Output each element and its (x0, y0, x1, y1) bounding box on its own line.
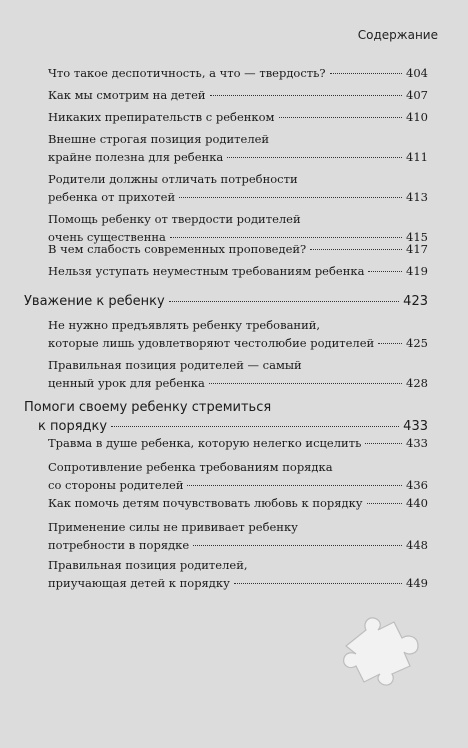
toc-section-title: Уважение к ребенку (24, 294, 165, 309)
dot-leader (310, 249, 402, 250)
puzzle-piece-icon (336, 608, 432, 688)
toc-entry-page: 404 (406, 66, 428, 80)
toc-entry (48, 130, 428, 166)
toc-entry-title-line: Правильная позиция родителей — самый (48, 358, 302, 372)
dot-leader (330, 73, 402, 74)
toc-entry-title: которые лишь удовлетворяют честолюбие родителей (48, 336, 375, 350)
toc-entry-title: со стороны родителей (48, 478, 184, 492)
toc-entry (48, 458, 428, 494)
dot-leader (279, 117, 403, 118)
dot-leader (367, 503, 402, 504)
toc-entry-title-line: Правильная позиция родителей, (48, 558, 248, 572)
toc-entry-title: ценный урок для ребенка (48, 376, 205, 390)
toc-section-title-line: Помоги своему ребенку стремиться (24, 400, 272, 415)
dot-leader (378, 343, 402, 344)
toc-entry (48, 434, 428, 452)
toc-entry-title: крайне полезна для ребенка (48, 150, 224, 164)
dot-leader (111, 426, 399, 427)
toc-entry (48, 316, 428, 352)
toc-entry-page: 428 (406, 376, 428, 390)
toc-entry (48, 356, 428, 392)
toc-entry-title: Никаких препирательств с ребенком (48, 110, 275, 124)
toc-entry-page: 425 (406, 336, 428, 350)
toc-entry-title: очень существенна (48, 230, 166, 244)
toc-entry-title-line: Внешне строгая позиция родителей (48, 132, 270, 146)
toc-entry-page: 433 (406, 436, 428, 450)
toc-entry-title-line: Сопротивление ребенка требованиям порядка (48, 460, 333, 474)
toc-entry-page: 407 (406, 88, 428, 102)
toc-entry-title: Как мы смотрим на детей (48, 88, 206, 102)
toc-section (24, 398, 428, 436)
toc-entry-page: 448 (406, 538, 428, 552)
toc-entry-title-line: Родители должны отличать потребности (48, 172, 298, 186)
toc-entry-page: 419 (406, 264, 428, 278)
dot-leader (169, 301, 400, 302)
toc-section (24, 292, 428, 311)
toc-entry (48, 86, 428, 104)
toc-entry-title: Травма в душе ребенка, которую нелегко исцелить (48, 436, 362, 450)
dot-leader (209, 383, 402, 384)
toc-entry-title: Что такое деспотичность, а что — твердость? (48, 66, 326, 80)
toc-entry-page: 415 (406, 230, 428, 244)
toc-entry-page: 417 (406, 242, 428, 256)
dot-leader (187, 485, 402, 486)
toc-entry-title-line: Применение силы не прививает ребенку (48, 520, 298, 534)
toc-entry-page: 436 (406, 478, 428, 492)
toc-entry-title-line: Не нужно предъявлять ребенку требований, (48, 318, 321, 332)
toc-entry-title-line: Помощь ребенку от твердости родителей (48, 212, 301, 226)
toc-entry-page: 410 (406, 110, 428, 124)
toc-section-page: 433 (403, 419, 428, 434)
toc-entry-title: Нельзя уступать неуместным требованиям ребенка (48, 264, 365, 278)
toc-entry-title: ребенка от прихотей (48, 190, 176, 204)
toc-entry (48, 170, 428, 206)
toc-entry (48, 64, 428, 82)
toc-entry (48, 518, 428, 554)
dot-leader (210, 95, 403, 96)
dot-leader (234, 583, 402, 584)
toc-entry-title: Как помочь детям почувствовать любовь к порядку (48, 496, 363, 510)
toc-section-title: к порядку (38, 419, 108, 434)
toc-entry-title: потребности в порядке (48, 538, 190, 552)
dot-leader (170, 237, 402, 238)
toc-entry (48, 108, 428, 126)
dot-leader (365, 443, 402, 444)
dot-leader (368, 271, 402, 272)
toc-entry (48, 494, 428, 512)
running-header: Содержание (357, 28, 438, 42)
dot-leader (227, 157, 402, 158)
dot-leader (179, 197, 402, 198)
toc-entry (48, 556, 428, 592)
toc-entry-page: 411 (406, 150, 428, 164)
toc-entry-title: В чем слабость современных проповедей? (48, 242, 307, 256)
toc-entry (48, 240, 428, 258)
toc-entry-page: 449 (406, 576, 428, 590)
toc-entry-title: приучающая детей к порядку (48, 576, 230, 590)
toc-entry-page: 413 (406, 190, 428, 204)
toc-entry (48, 262, 428, 280)
toc-entry-page: 440 (406, 496, 428, 510)
dot-leader (193, 545, 402, 546)
toc-section-page: 423 (403, 294, 428, 309)
